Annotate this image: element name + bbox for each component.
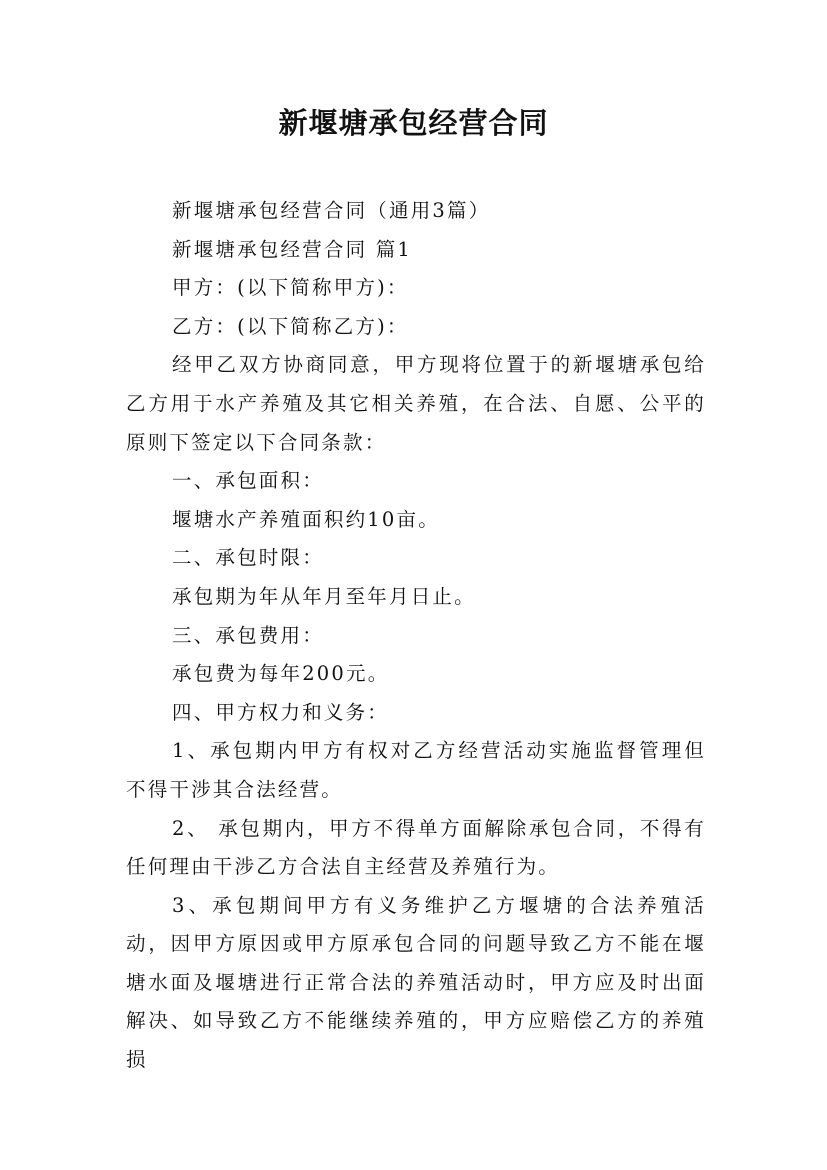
party-a-paragraph: 甲方：(以下简称甲方)：	[172, 276, 409, 300]
clause-text-term: 承包期为年从年月至年月日止。	[172, 584, 476, 608]
subtitle-paragraph: 新堰塘承包经营合同（通用3篇）	[172, 199, 491, 222]
clause-heading-term: 二、承包时限：	[172, 546, 324, 570]
clause-heading-rights: 四、甲方权力和义务：	[172, 700, 390, 724]
document-title: 新堰塘承包经营合同	[278, 106, 549, 140]
clause-item-3: 3、承包期间甲方有义务维护乙方堰塘的合法养殖活动，因甲方原因或甲方原承包合同的问题导致乙方不能在堰塘水面及堰塘进行正常合法的养殖活动时，甲方应及时出面解决、如导致乙方不能继续养殖的，甲方应赔偿乙方的养殖损	[126, 893, 706, 1072]
clause-item-2: 2、 承包期内，甲方不得单方面解除承包合同，不得有任何理由干涉乙方合法自主经营及养殖行为。	[126, 816, 706, 879]
clause-heading-area: 一、承包面积：	[172, 469, 324, 493]
preamble-paragraph: 经甲乙双方协商同意，甲方现将位置于的新堰塘承包给乙方用于水产养殖及其它相关养殖，在合法、自愿、公平的原则下签定以下合同条款：	[126, 353, 706, 454]
clause-item-1: 1、承包期内甲方有权对乙方经营活动实施监督管理但不得干涉其合法经营。	[126, 739, 706, 801]
document-body	[126, 192, 706, 1080]
clause-heading-fee: 三、承包费用：	[172, 623, 324, 647]
section-heading-paragraph: 新堰塘承包经营合同 篇1	[172, 237, 413, 261]
clause-text-fee: 承包费为每年200元。	[172, 662, 390, 686]
clause-text-area: 堰塘水产养殖面积约10亩。	[172, 507, 440, 531]
party-b-paragraph: 乙方：(以下简称乙方)：	[172, 314, 409, 338]
